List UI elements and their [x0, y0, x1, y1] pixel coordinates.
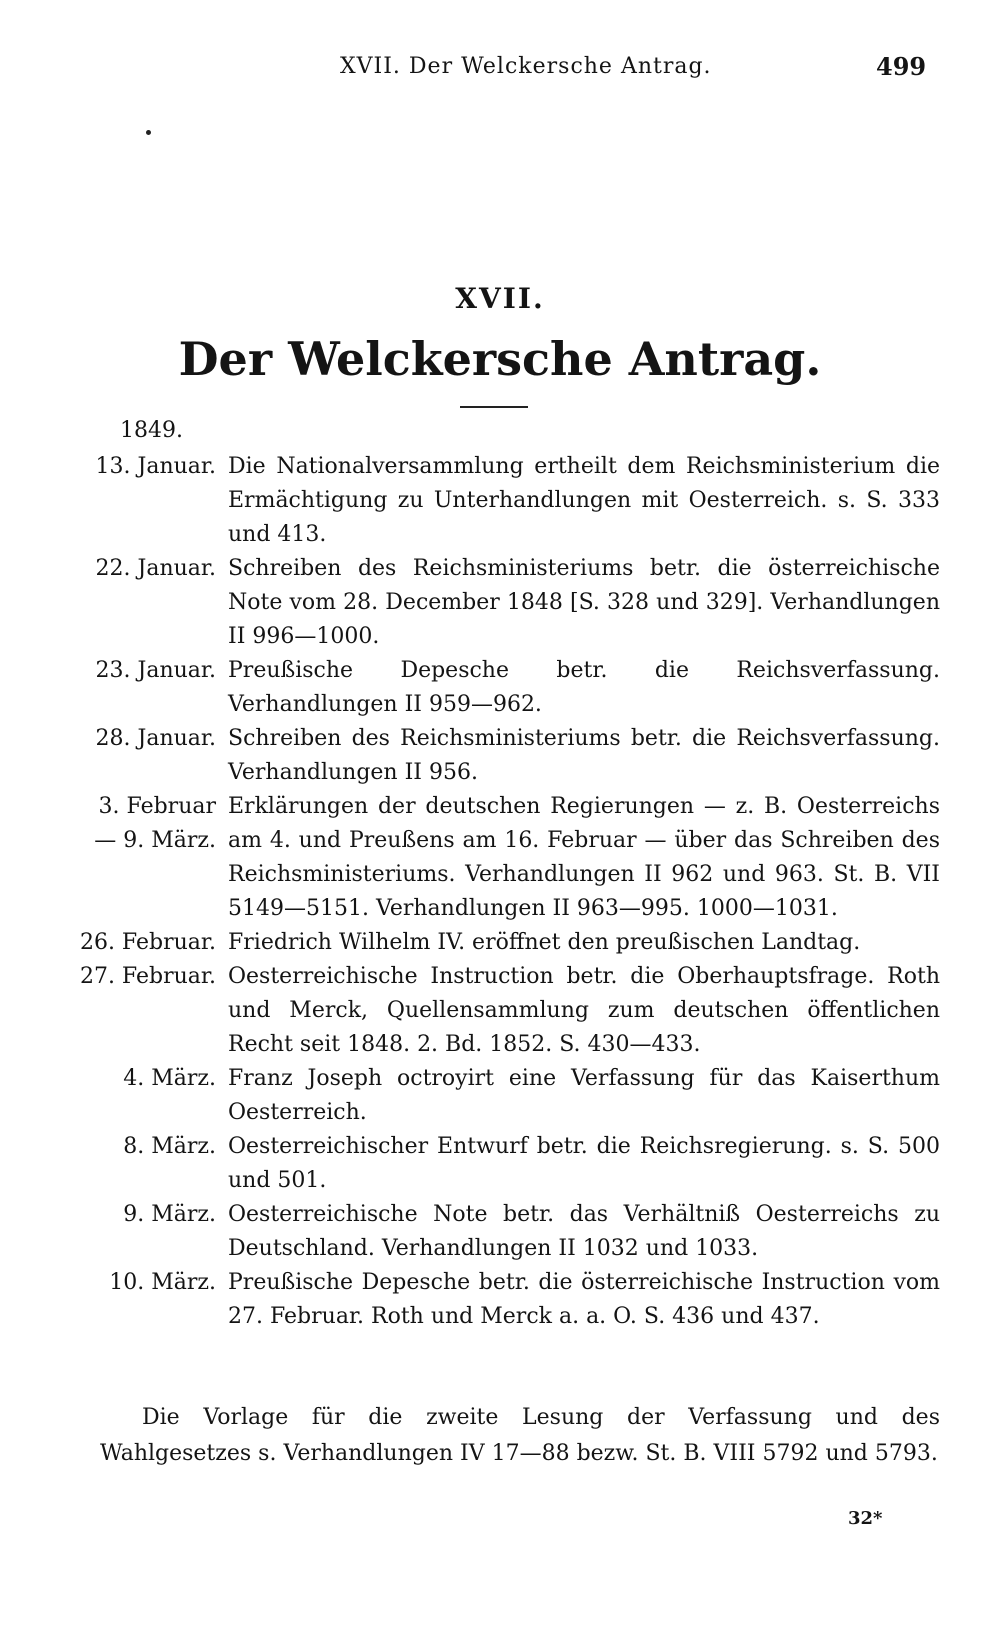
chronology-list	[60, 450, 940, 1334]
closing-note: Die Vorlage für die zweite Lesung der Verfassung und des Wahlgesetzes s. Verhandlungen IV 17—88 bezw. St. B. VIII 5792 und 5793.	[100, 1405, 940, 1466]
chronology-entry	[60, 1130, 940, 1198]
entry-date: 28. Januar.	[95, 726, 216, 751]
entry-date: 9. März.	[123, 1202, 216, 1227]
entry-text: Oesterreichische Note betr. das Verhältniß Oesterreichs zu Deutschland. Verhandlungen II 1032 und 1033.	[228, 1202, 940, 1261]
page-number: 499	[876, 52, 927, 81]
entry-text: Preußische Depesche betr. die Reichsverfassung. Verhandlungen II 959—962.	[228, 658, 940, 717]
entry-date: 4. März.	[123, 1066, 216, 1091]
chronology-entry	[60, 450, 940, 552]
entry-date: 26. Februar.	[79, 930, 216, 955]
entry-text: Die Nationalversammlung ertheilt dem Reichsministerium die Ermächtigung zu Unterhandlungen mit Oesterreich. s. S. 333 und 413.	[228, 454, 940, 547]
entry-date: 10. März.	[109, 1270, 216, 1295]
entry-date: 22. Januar.	[95, 556, 216, 581]
chronology-entry	[60, 960, 940, 1062]
ink-speck	[146, 130, 151, 135]
entry-text: Franz Joseph octroyirt eine Verfassung für das Kaiserthum Oesterreich.	[228, 1066, 940, 1125]
chapter-number: XVII.	[455, 282, 545, 315]
chronology-entry	[60, 1266, 940, 1334]
chapter-title: Der Welckersche Antrag.	[178, 332, 822, 386]
entry-text: Schreiben des Reichsministeriums betr. die österreichische Note vom 28. December 1848 [S. 328 und 329]. Verhandlungen II 996—1000.	[228, 556, 940, 649]
chronology-entry	[60, 790, 940, 926]
chronology-entry	[60, 1062, 940, 1130]
entry-date: 23. Januar.	[95, 658, 216, 683]
chronology-entry	[60, 926, 940, 960]
entry-text: Oesterreichische Instruction betr. die Oberhauptsfrage. Roth und Merck, Quellensammlung zum deutschen öffentlichen Recht seit 1848. 2. Bd. 1852. S. 430—433.	[228, 964, 940, 1057]
entry-text: Erklärungen der deutschen Regierungen — z. B. Oesterreichs am 4. und Preußens am 16. Februar — über das Schreiben des Reichsministeriums. Verhandlungen II 962 und 963. St. B. VII 5149—5151. Verhandlungen II 963—995. 1000—1031.	[228, 794, 940, 921]
entry-date-end: — 9. März.	[94, 828, 216, 853]
entry-date: 27. Februar.	[79, 964, 216, 989]
entry-text: Friedrich Wilhelm IV. eröffnet den preußischen Landtag.	[228, 930, 861, 955]
title-divider	[460, 406, 528, 408]
entry-date: 8. März.	[123, 1134, 216, 1159]
chronology-entry	[60, 1198, 940, 1266]
entry-date: 3. Februar	[98, 794, 216, 819]
chronology-entry	[60, 722, 940, 790]
chronology-entry	[60, 552, 940, 654]
entry-text: Oesterreichischer Entwurf betr. die Reichsregierung. s. S. 500 und 501.	[228, 1134, 940, 1193]
signature-mark: 32*	[848, 1508, 883, 1529]
entry-text: Schreiben des Reichsministeriums betr. die Reichsverfassung. Verhandlungen II 956.	[228, 726, 940, 785]
chronology-entry	[60, 654, 940, 722]
year-label: 1849.	[120, 418, 183, 443]
running-title: XVII. Der Welckersche Antrag.	[340, 54, 712, 79]
entry-text: Preußische Depesche betr. die österreichische Instruction vom 27. Februar. Roth und Merck a. a. O. S. 436 und 437.	[228, 1270, 940, 1329]
entry-date: 13. Januar.	[95, 454, 216, 479]
